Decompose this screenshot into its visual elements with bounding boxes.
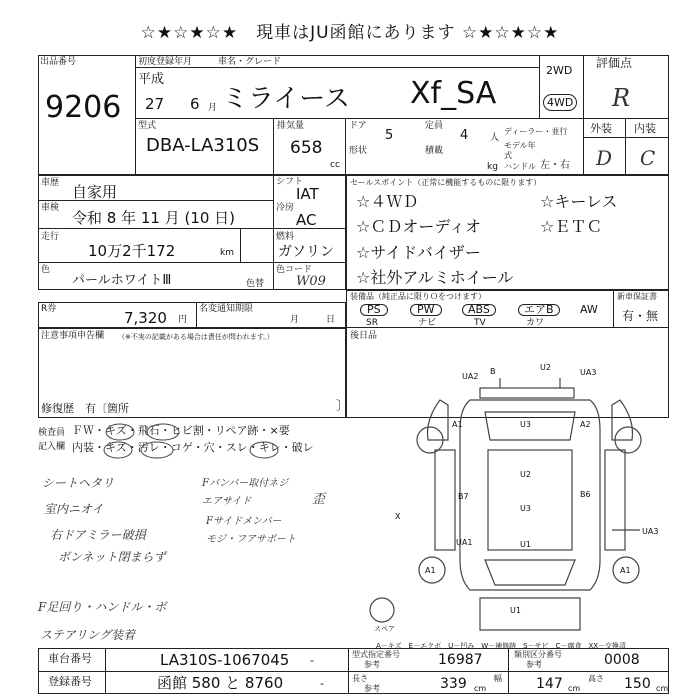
length-label: 長さ bbox=[352, 674, 368, 683]
hand-note-8: モジ・フアサポート bbox=[206, 534, 296, 545]
selling-point-5: ☆サイドバイザー bbox=[356, 243, 481, 262]
hand-note-9: 歪 bbox=[312, 492, 326, 507]
displacement-unit: cc bbox=[330, 160, 340, 170]
doors-label: ドア bbox=[349, 121, 367, 131]
model-label: 型式 bbox=[138, 121, 157, 131]
equip-airbag: エアB bbox=[518, 304, 560, 316]
shaken-value: 令和 8 年 11 月 (10 日) bbox=[72, 209, 236, 227]
drive-4wd: 4WD bbox=[543, 94, 577, 111]
diag-b6: B6 bbox=[580, 490, 591, 499]
width-label: 幅 bbox=[494, 674, 502, 683]
hand-note-1: シートヘタリ bbox=[42, 476, 115, 490]
color-code-label: 色コード bbox=[276, 265, 313, 275]
type-spec-ref: 参考 bbox=[364, 660, 380, 669]
color-changed-label: 色替 bbox=[246, 279, 265, 289]
notice-label: 名変通知期限 bbox=[199, 304, 254, 314]
selling-point-4: ☆ＥＴＣ bbox=[540, 217, 603, 236]
shape-label: 形状 bbox=[349, 146, 368, 156]
notice-month: 月 bbox=[290, 315, 300, 325]
chassis-label: 車台番号 bbox=[48, 652, 92, 665]
car-grade: Xf_SA bbox=[410, 76, 497, 111]
name-label: 車名・グレード bbox=[218, 57, 282, 67]
dealer-label: ディーラー・並行 bbox=[504, 127, 568, 136]
lot-label: 出品番号 bbox=[40, 57, 77, 67]
registration-month-unit: 月 bbox=[208, 103, 218, 113]
diag-ua3-top: UA3 bbox=[580, 368, 597, 377]
chassis-dash: - bbox=[310, 654, 314, 667]
mileage-value: 10万2千172 bbox=[88, 242, 176, 260]
diag-a1-left: A1 bbox=[452, 420, 463, 429]
equipment-label: 装備品（純正品に限りＯをつけます） bbox=[350, 292, 486, 301]
mileage-label: 走行 bbox=[41, 232, 60, 242]
capacity-label: 定員 bbox=[425, 121, 444, 131]
inspect-label-1: 検査員 bbox=[38, 428, 66, 438]
history-value: 自家用 bbox=[72, 183, 118, 201]
capacity-value: 4 bbox=[460, 128, 469, 143]
hand-note-4: ボンネット閉まらず bbox=[58, 550, 166, 564]
diag-b7: B7 bbox=[458, 492, 469, 501]
selling-points-label: セールスポイント（正常に機能するものに限ります） bbox=[350, 178, 542, 187]
damage-legend: A－キズ E－エクボ U－凹み W－補修跡 S－サビ C－腐食 XX－交換済 bbox=[376, 642, 627, 650]
diag-ua3-side: UA3 bbox=[642, 527, 659, 536]
hand-note-2: 室内ニオイ bbox=[44, 502, 104, 516]
repair-history: 修復歴 有〔箇所 bbox=[41, 402, 129, 415]
length-unit: cm bbox=[474, 684, 487, 693]
notes-label: 注意事項申告欄 bbox=[41, 331, 105, 341]
chassis-value: LA310S-1067045 bbox=[160, 651, 290, 669]
rear-items-label: 後日品 bbox=[350, 331, 378, 341]
diag-ua2: UA2 bbox=[462, 372, 479, 381]
diag-u1-rear: U1 bbox=[510, 606, 521, 615]
plate-label: 登録番号 bbox=[48, 675, 92, 688]
ac-label: 冷房 bbox=[276, 203, 295, 213]
diag-a1-bl: A1 bbox=[425, 566, 436, 575]
equip-navi: ナビ bbox=[418, 318, 437, 328]
diag-u2-mid: U2 bbox=[520, 470, 531, 479]
equip-ps: PS bbox=[360, 304, 388, 316]
class-spec-label: 類別区分番号 bbox=[514, 650, 562, 659]
inspect-row-1: ＦＷ・キズ・飛石・ヒビ割・リペア跡・×要 bbox=[72, 424, 290, 437]
diag-x: X bbox=[395, 512, 401, 521]
repair-bracket: 〕 bbox=[336, 399, 350, 414]
type-spec-label: 型式指定番号 bbox=[352, 650, 400, 659]
recycle-label: R券 bbox=[41, 304, 57, 314]
model-value: DBA-LA310S bbox=[146, 135, 260, 156]
hand-note-6: エアサイド bbox=[202, 496, 252, 507]
equip-pw: PW bbox=[410, 304, 442, 316]
recycle-value: 7,320 bbox=[124, 309, 167, 327]
inspect-row-2: 内装・キズ・汚レ・コゲ・穴・スレ・キレ・破レ bbox=[72, 441, 314, 454]
displacement-label: 排気量 bbox=[277, 121, 305, 131]
ac-value: AC bbox=[296, 211, 317, 229]
color-label: 色 bbox=[41, 265, 51, 275]
car-name: ミライース bbox=[222, 84, 350, 114]
length-value: 339 bbox=[440, 676, 467, 692]
selling-point-1: ☆４ＷＤ bbox=[356, 192, 419, 211]
type-spec-value: 16987 bbox=[438, 652, 483, 668]
height-label: 高さ bbox=[588, 674, 604, 683]
handle-value: 左・右 bbox=[540, 160, 570, 171]
registration-era: 平成 bbox=[138, 72, 165, 87]
equip-sr: SR bbox=[366, 318, 378, 328]
rating-value: R bbox=[612, 84, 631, 112]
model-year-label: モデル年式 bbox=[504, 141, 536, 160]
color-code-value: W09 bbox=[296, 274, 326, 289]
exterior-label: 外装 bbox=[590, 122, 612, 135]
hand-note-3: 右ドアミラー破損 bbox=[50, 528, 146, 542]
equip-leather: カワ bbox=[526, 318, 545, 328]
load-unit: kg bbox=[487, 162, 498, 172]
inspect-label-2: 記入欄 bbox=[38, 442, 66, 452]
warranty-label: 新車保証書 bbox=[617, 292, 657, 301]
class-spec-ref: 参考 bbox=[526, 660, 542, 669]
diag-ua1: UA1 bbox=[456, 538, 473, 547]
notice-day: 日 bbox=[326, 315, 336, 325]
selling-point-2: ☆キーレス bbox=[540, 192, 618, 211]
height-value: 150 bbox=[624, 676, 651, 692]
displacement-value: 658 bbox=[290, 138, 323, 158]
diag-u1-mid: U1 bbox=[520, 540, 531, 549]
header-banner: ☆★☆★☆★ 現車はJU函館にあります ☆★☆★☆★ bbox=[140, 23, 560, 43]
hand-note-5: Fバンパー取付ネジ bbox=[202, 478, 289, 489]
class-spec-value: 0008 bbox=[604, 652, 640, 668]
load-label: 積載 bbox=[425, 146, 444, 156]
selling-point-3: ☆ＣＤオーディオ bbox=[356, 217, 482, 236]
hand-note-10: F足回り・ハンドル・ボ bbox=[38, 600, 167, 614]
diag-a2: A2 bbox=[580, 420, 591, 429]
diag-b: B bbox=[490, 367, 496, 376]
lot-number: 9206 bbox=[45, 90, 122, 125]
color-value: パールホワイトⅢ bbox=[72, 273, 172, 288]
warranty-value: 有・無 bbox=[622, 309, 659, 323]
equip-tv: TV bbox=[474, 318, 486, 328]
notes-sub: （※不実の記載がある場合は責任が問われます。） bbox=[118, 333, 274, 341]
width-unit: cm bbox=[568, 684, 581, 693]
registration-month: 6 bbox=[190, 95, 200, 113]
equip-aw: AW bbox=[580, 303, 598, 316]
diag-u3-top: U3 bbox=[520, 420, 531, 429]
plate-value: 函館 580 と 8760 bbox=[157, 674, 284, 692]
width-value: 147 bbox=[536, 676, 563, 692]
interior-label: 内装 bbox=[634, 122, 656, 135]
fuel-value: ガソリン bbox=[278, 244, 334, 260]
length-ref: 参考 bbox=[364, 684, 380, 693]
history-label: 車歴 bbox=[41, 178, 60, 188]
capacity-unit: 人 bbox=[490, 133, 500, 143]
drive-2wd: 2WD bbox=[546, 64, 573, 77]
shift-label: シフト bbox=[276, 177, 304, 187]
diag-a1-br: A1 bbox=[620, 566, 631, 575]
interior-value: C bbox=[640, 146, 656, 170]
shift-value: IAT bbox=[296, 185, 319, 203]
shaken-label: 車検 bbox=[41, 203, 60, 213]
plate-dash: - bbox=[320, 677, 324, 690]
equip-abs: ABS bbox=[462, 304, 496, 316]
hand-note-11: ステアリング装着 bbox=[40, 628, 136, 642]
diag-spare: スペア bbox=[374, 625, 395, 633]
exterior-value: D bbox=[596, 146, 613, 170]
recycle-unit: 円 bbox=[178, 315, 188, 325]
diag-u2-top: U2 bbox=[540, 363, 551, 372]
selling-point-6: ☆社外アルミホイール bbox=[356, 268, 514, 287]
registration-label: 初度登録年月 bbox=[138, 57, 193, 67]
fuel-label: 燃料 bbox=[276, 232, 295, 242]
doors-value: 5 bbox=[385, 128, 394, 143]
height-unit: cm bbox=[656, 684, 669, 693]
diag-u3-mid: U3 bbox=[520, 504, 531, 513]
handle-label: ハンドル bbox=[504, 162, 536, 171]
registration-year: 27 bbox=[145, 95, 165, 113]
hand-note-7: Fサイドメンバー bbox=[206, 516, 282, 527]
rating-label: 評価点 bbox=[596, 56, 633, 70]
mileage-unit: km bbox=[220, 248, 234, 258]
